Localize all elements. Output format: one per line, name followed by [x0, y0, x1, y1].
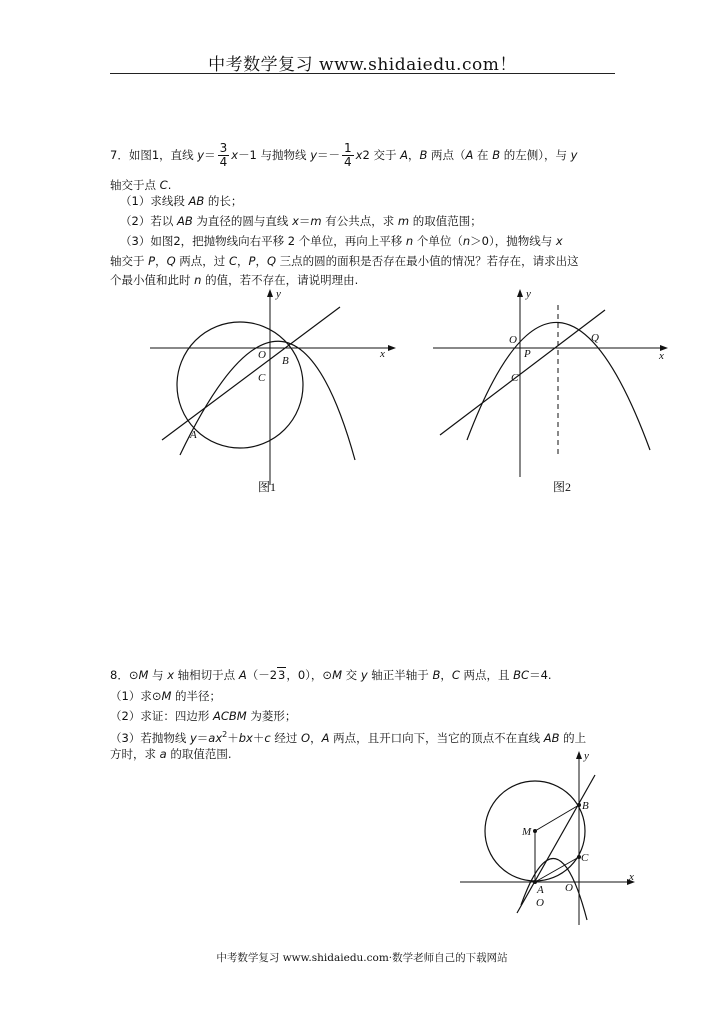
- fig2-label-x: x: [659, 350, 664, 362]
- fig3-y-arrow: [576, 751, 582, 759]
- fig1-label-C: C: [258, 372, 266, 384]
- figure1-caption: 图1: [258, 480, 277, 494]
- fig1-x-arrow: [388, 345, 396, 351]
- fig3-label-B: B: [582, 800, 589, 812]
- problem7-part1: （1）求线段 AB 的长；: [120, 194, 243, 208]
- page-footer: 中考数学复习 www.shidaiedu.com·数学老师自己的下载网站: [216, 952, 508, 964]
- problem8-line1: 8．⊙M 与 x 轴相切于点 A（－23，0），⊙M 交 y 轴正半轴于 B，C 两点，且 BC＝4.: [110, 668, 552, 682]
- fig3-label-y: y: [584, 750, 589, 762]
- page-header-title: 中考数学复习 www.shidaiedu.com！: [208, 55, 517, 75]
- problem7-line1: 7．如图1，直线 y＝ $\frac{3}{4}$ x－1 与抛物线 y＝－ $\frac{1}{4}$ x2 交于 A，B 两点（A 在 B 的左侧），与 y: [110, 141, 578, 169]
- fig2-line: [440, 310, 605, 435]
- fig1-y-arrow: [267, 289, 273, 297]
- problem8-part3: （3）若抛物线 $y=ax^2+bx+c$ 经过 O，A 两点，且开口向下，当它的顶点不在直线 AB 的上: [110, 730, 587, 745]
- fig3-segment-MB: [535, 805, 579, 831]
- header-divider: [110, 73, 615, 74]
- problem8-part3-cont: 方时，求 a 的取值范围.: [110, 747, 232, 761]
- fig2-y-arrow: [517, 289, 523, 297]
- problem7-part2: （2）若以 AB 为直径的圆与直线 x＝m 有公共点，求 m 的取值范围；: [120, 214, 482, 228]
- fig1-label-O: O: [258, 349, 266, 361]
- fig3-label-A: A: [537, 884, 544, 896]
- fig2-label-C: C: [511, 372, 519, 384]
- fig3-point-M: [533, 829, 537, 833]
- problem7-part3: （3）如图2，把抛物线向右平移 2 个单位，再向上平移 n 个单位（n＞0），抛物线与 x: [120, 234, 563, 248]
- fig2-label-P: P: [524, 348, 531, 360]
- fig3-label-x: x: [629, 871, 634, 883]
- fig3-label-M: M: [522, 826, 532, 838]
- problem8-part1: （1）求⊙M 的半径；: [110, 689, 222, 703]
- fig1-label-A: A: [190, 429, 197, 441]
- fig1-label-B: B: [282, 355, 289, 367]
- problem7-line2: 轴交于点 C.: [110, 178, 172, 192]
- problem8-part2: （2）求证：四边形 ACBM 为菱形；: [110, 709, 297, 723]
- figure2-diagram: [425, 285, 675, 485]
- fig1-line: [162, 307, 340, 440]
- fraction-three-quarters: $\frac{3}{4}$: [219, 141, 228, 169]
- fig3-point-B: [577, 803, 581, 807]
- figure2-caption: 图2: [553, 480, 572, 494]
- fig2-label-O: O: [509, 334, 517, 346]
- fig3-label-O-axis: O: [565, 882, 573, 894]
- fig1-label-y: y: [276, 288, 281, 300]
- figure3-diagram: [455, 745, 645, 930]
- problem7-part3-cont1: 轴交于 P，Q 两点，过 C，P，Q 三点的圆的面积是否存在最小值的情况？若存在，请求出这: [110, 254, 579, 268]
- problem7-part3-cont2: 个最小值和此时 n 的值，若不存在，请说明理由.: [110, 273, 359, 287]
- fig3-label-C: C: [581, 852, 589, 864]
- figure1-diagram: [140, 285, 400, 495]
- fraction-one-quarter: $\frac{1}{4}$: [344, 141, 352, 169]
- fig2-label-y: y: [526, 288, 531, 300]
- fig3-label-O-below: O: [536, 897, 544, 909]
- fig1-label-x: x: [380, 348, 385, 360]
- fig2-label-Q: Q: [591, 332, 599, 344]
